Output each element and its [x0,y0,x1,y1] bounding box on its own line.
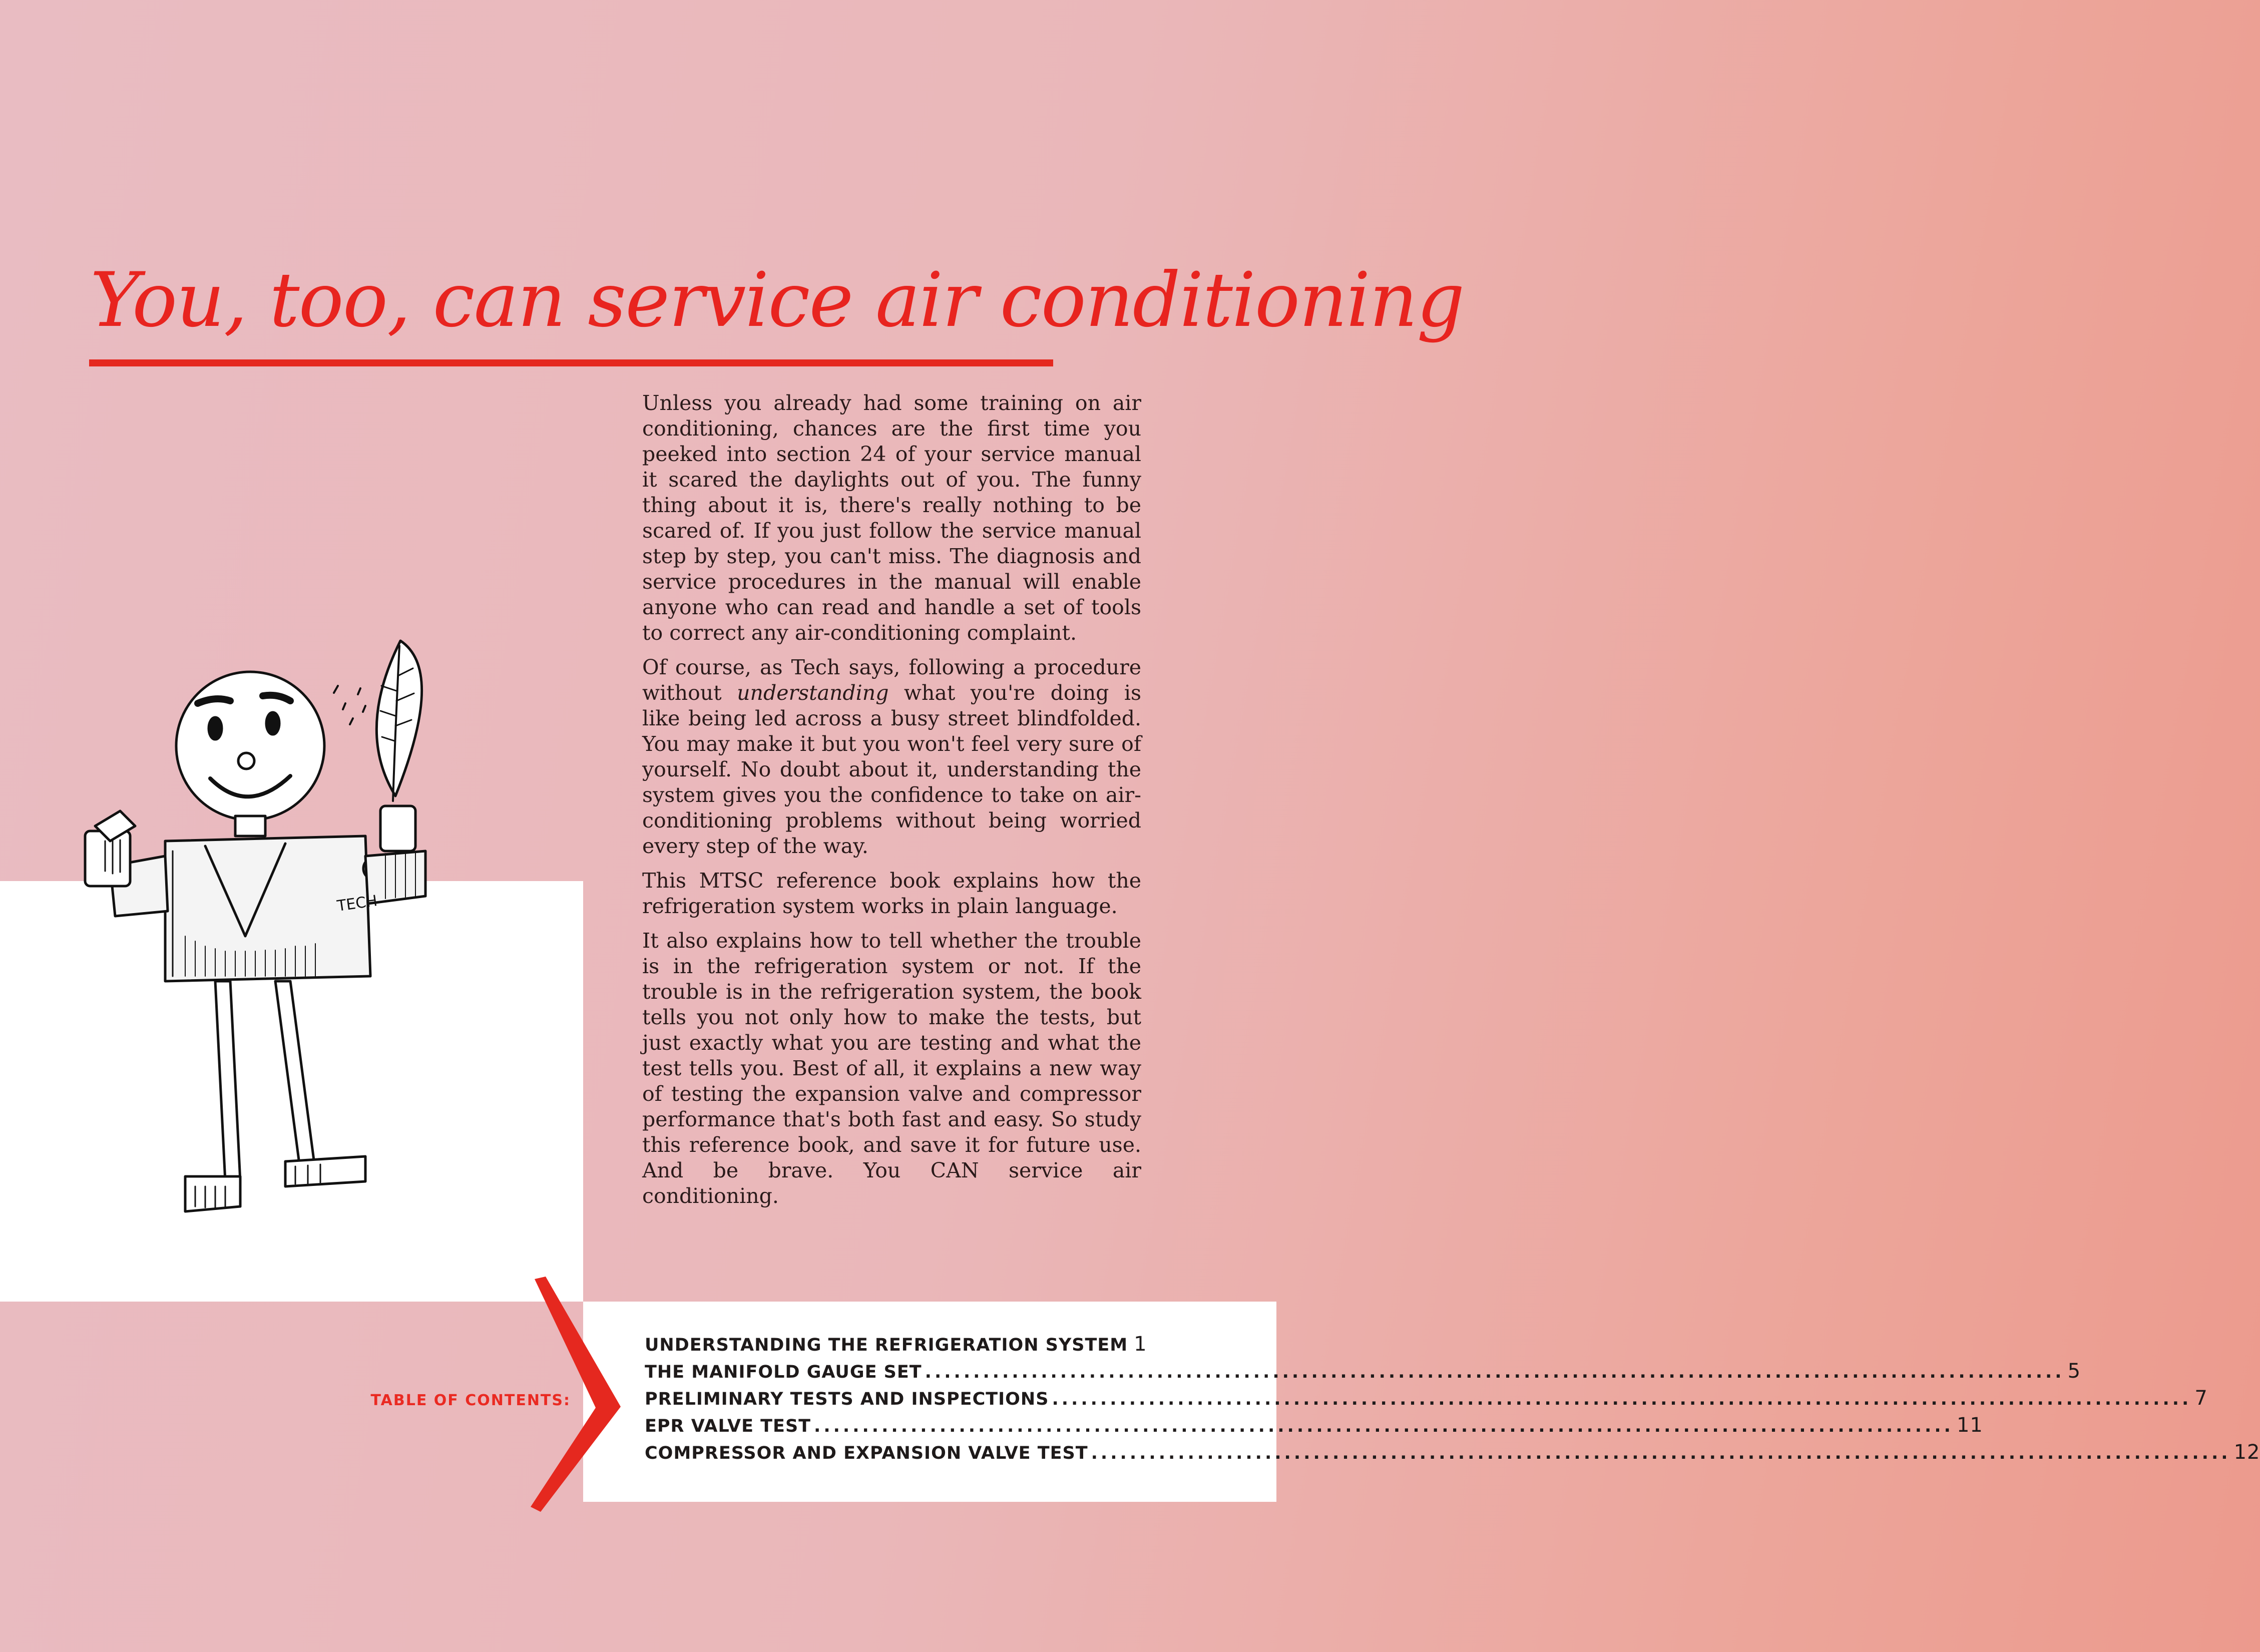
body-text [642,390,1141,1218]
body-paragraph: This MTSC reference book explains how the refrigeration system works in plain language. [642,869,1141,918]
toc-entry-page: 5 [2067,1360,2081,1383]
emphasis-text: understanding [737,681,889,705]
toc-heading: TABLE OF CONTENTS: [370,1392,571,1409]
badge-label: TECH [336,892,379,915]
tech-mascot-illustration [65,616,516,1257]
toc-entry-page: 1 [1134,1333,1147,1356]
toc-entry[interactable] [645,1441,2260,1468]
toc-entry[interactable] [645,1387,2208,1414]
body-paragraph: It also explains how to tell whether the trouble is in the refrigeration system or not. If the trouble is in the refrigeration system, the book tells you not only how to make the tests, but just exactly what you are testing and what the test tells you. Best of all, it explains a new way of testing the expansion valve and compressor performance that's both fast and easy. So study this reference book, and save it for future use. And be brave. You CAN service air conditioning. [642,929,1141,1208]
toc-entry-page: 11 [1956,1414,1983,1437]
toc-entry[interactable] [645,1360,2081,1387]
toc-entry[interactable] [645,1333,1147,1360]
toc-entry-page: 12 [2233,1441,2260,1464]
toc-leader [1091,1443,2231,1463]
toc-entry-title: EPR VALVE TEST [645,1416,811,1436]
toc-leader [814,1416,1954,1436]
toc-entry-page: 7 [2194,1387,2208,1410]
toc-entry[interactable] [645,1414,1983,1441]
toc-leader [1052,1389,2191,1409]
toc-entry-title: PRELIMINARY TESTS AND INSPECTIONS [645,1389,1049,1409]
body-paragraph: Of course, as Tech says, following a procedure without understanding what you're doing is like being led across a busy street blindfolded. You may make it but you won't feel very sure of yourself. No doubt about it, understanding the system gives you the confidence to take on air-conditioning problems without being worried every step of the way. [642,655,1141,858]
title-underline [89,359,1053,366]
toc-entry-title: UNDERSTANDING THE REFRIGERATION SYSTEM [645,1335,1128,1355]
table-of-contents [645,1333,2260,1468]
body-paragraph: Unless you already had some training on air conditioning, chances are the first time you peeked into section 24 of your service manual it scared the daylights out of you. The funny thing about it is, there's really nothing to be scared of. If you just follow the service manual step by step, you can't miss. The diagnosis and service procedures in the manual will enable anyone who can read and handle a set of tools to correct any air-conditioning complaint. [642,391,1141,645]
toc-entry-title: THE MANIFOLD GAUGE SET [645,1362,922,1382]
toc-entry-title: COMPRESSOR AND EXPANSION VALVE TEST [645,1443,1088,1463]
page-title: You, too, can service air conditioning [90,257,1464,344]
toc-leader [925,1362,2065,1382]
